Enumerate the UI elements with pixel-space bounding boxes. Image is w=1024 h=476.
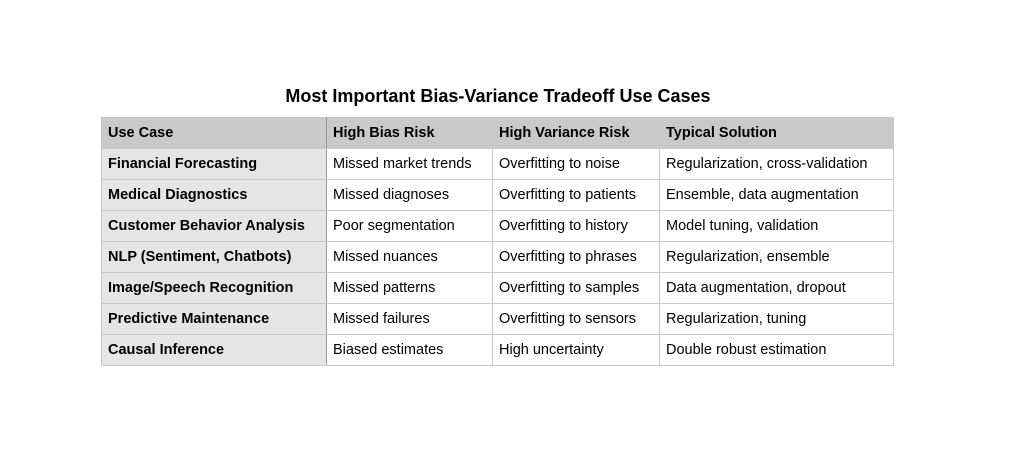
table-header-row [102, 118, 894, 149]
typical-solution-cell: Model tuning, validation [660, 211, 894, 242]
high-bias-risk-cell: Poor segmentation [327, 211, 493, 242]
table-row [102, 335, 894, 366]
header-use-case: Use Case [102, 118, 327, 149]
typical-solution-cell: Ensemble, data augmentation [660, 180, 894, 211]
high-variance-risk-cell: Overfitting to phrases [493, 242, 660, 273]
use-case-cell: Predictive Maintenance [102, 304, 327, 335]
high-bias-risk-cell: Biased estimates [327, 335, 493, 366]
use-case-cell: Financial Forecasting [102, 149, 327, 180]
table-row [102, 149, 894, 180]
typical-solution-cell: Regularization, cross-validation [660, 149, 894, 180]
header-high-bias-risk: High Bias Risk [327, 118, 493, 149]
table-row [102, 180, 894, 211]
table-row [102, 304, 894, 335]
high-bias-risk-cell: Missed nuances [327, 242, 493, 273]
use-case-cell: Image/Speech Recognition [102, 273, 327, 304]
header-typical-solution: Typical Solution [660, 118, 894, 149]
typical-solution-cell: Regularization, ensemble [660, 242, 894, 273]
use-case-cell: Customer Behavior Analysis [102, 211, 327, 242]
header-high-variance-risk: High Variance Risk [493, 118, 660, 149]
typical-solution-cell: Data augmentation, dropout [660, 273, 894, 304]
high-variance-risk-cell: Overfitting to sensors [493, 304, 660, 335]
use-case-cell: Medical Diagnostics [102, 180, 327, 211]
high-bias-risk-cell: Missed patterns [327, 273, 493, 304]
high-variance-risk-cell: Overfitting to noise [493, 149, 660, 180]
use-case-cell: NLP (Sentiment, Chatbots) [102, 242, 327, 273]
table-row [102, 211, 894, 242]
high-variance-risk-cell: High uncertainty [493, 335, 660, 366]
table-row [102, 242, 894, 273]
high-variance-risk-cell: Overfitting to samples [493, 273, 660, 304]
use-case-cell: Causal Inference [102, 335, 327, 366]
high-bias-risk-cell: Missed market trends [327, 149, 493, 180]
high-variance-risk-cell: Overfitting to history [493, 211, 660, 242]
high-bias-risk-cell: Missed failures [327, 304, 493, 335]
high-variance-risk-cell: Overfitting to patients [493, 180, 660, 211]
page-title: Most Important Bias-Variance Tradeoff Use Cases [285, 86, 711, 106]
typical-solution-cell: Double robust estimation [660, 335, 894, 366]
table-row [102, 273, 894, 304]
high-bias-risk-cell: Missed diagnoses [327, 180, 493, 211]
use-case-table [101, 117, 894, 366]
typical-solution-cell: Regularization, tuning [660, 304, 894, 335]
